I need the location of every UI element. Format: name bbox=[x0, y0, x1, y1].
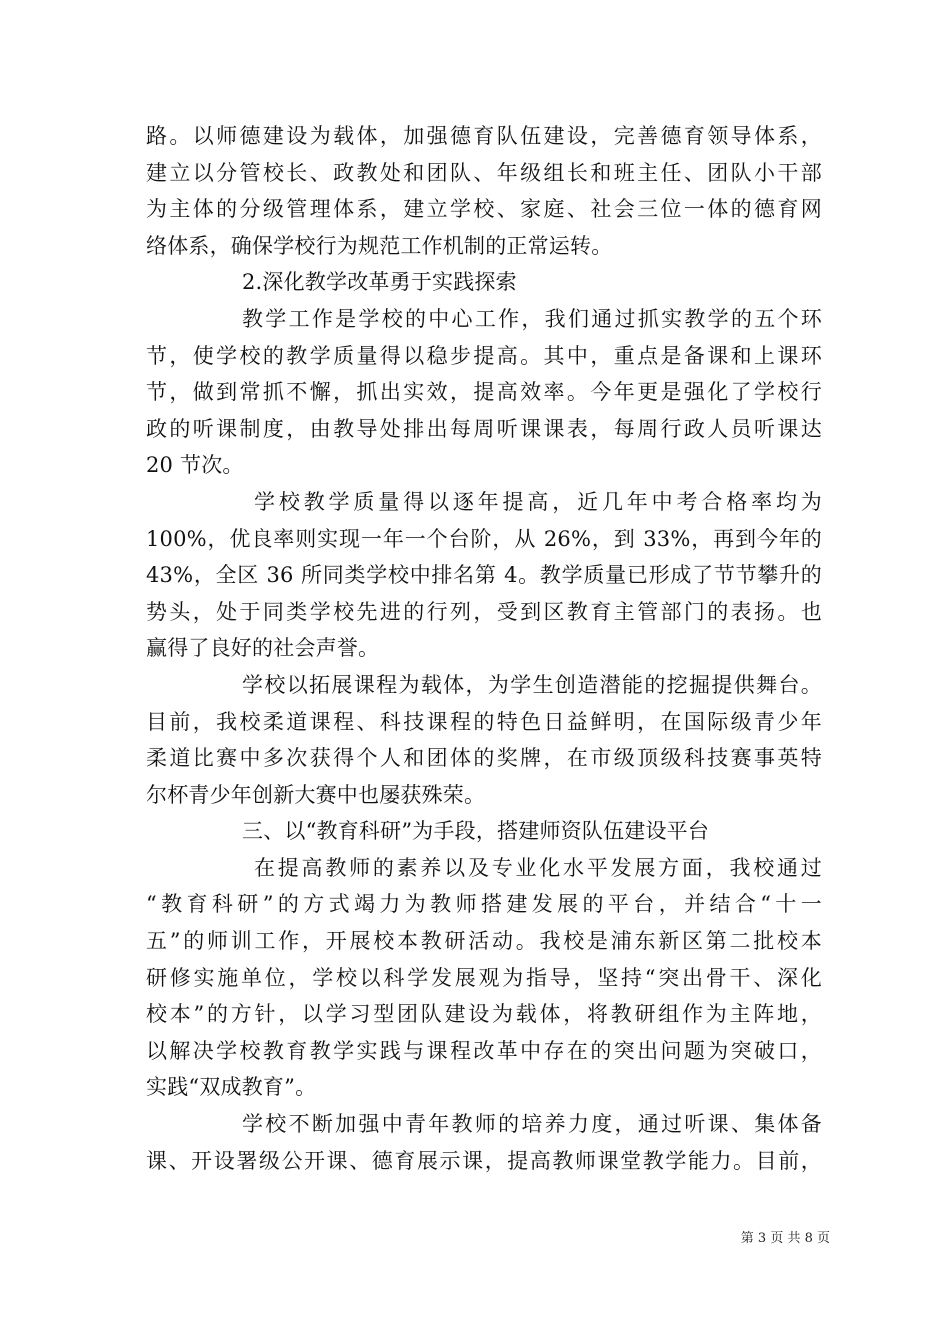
text-line: 学校教学质量得以逐年提高，近几年中考合格率均为 bbox=[254, 489, 822, 514]
text-line: 络体系，确保学校行为规范工作机制的正常运转。 bbox=[146, 233, 613, 258]
text-line: 建立以分管校长、政教处和团队、年级组长和班主任、团队小干部 bbox=[146, 160, 822, 185]
text-line: 势头，处于同类学校先进的行列，受到区教育主管部门的表扬。也 bbox=[146, 599, 822, 624]
text-line: 学校不断加强中青年教师的培养力度，通过听课、集体备 bbox=[242, 1112, 822, 1137]
text-line: 校本”的方针，以学习型团队建设为载体，将教研组作为主阵地， bbox=[146, 1002, 822, 1027]
text-line: 在提高教师的素养以及专业化水平发展方面，我校通过 bbox=[254, 855, 822, 880]
text-line: 学校以拓展课程为载体，为学生创造潜能的挖掘提供舞台。 bbox=[242, 672, 822, 697]
text-line: 尔杯青少年创新大赛中也屡获殊荣。 bbox=[146, 782, 486, 807]
page-number: 第 3 页 共 8 页 bbox=[740, 1231, 830, 1246]
text-line: 五”的师训工作，开展校本教研活动。我校是浦东新区第二批校本 bbox=[146, 929, 822, 954]
section-heading: 2.深化教学改革勇于实践探索 bbox=[242, 270, 517, 295]
text-line: 43%，全区 36 所同类学校中排名第 4。教学质量已形成了节节攀升的 bbox=[146, 563, 822, 588]
text-line: 目前，我校柔道课程、科技课程的特色日益鲜明，在国际级青少年 bbox=[146, 709, 822, 734]
text-line: 节，做到常抓不懈，抓出实效，提高效率。今年更是强化了学校行 bbox=[146, 380, 822, 405]
section-heading: 三、以“教育科研”为手段，搭建师资队伍建设平台 bbox=[242, 819, 710, 844]
body-text bbox=[146, 118, 822, 1179]
text-line: 20 节次。 bbox=[146, 453, 244, 478]
text-line: 为主体的分级管理体系，建立学校、家庭、社会三位一体的德育网 bbox=[146, 197, 822, 222]
text-line: 100%，优良率则实现一年一个台阶，从 26%，到 33%，再到今年的 bbox=[146, 526, 822, 551]
text-line: 赢得了良好的社会声誉。 bbox=[146, 636, 380, 661]
text-line: 以解决学校教育教学实践与课程改革中存在的突出问题为突破口， bbox=[146, 1038, 822, 1063]
text-line: 节，使学校的教学质量得以稳步提高。其中，重点是备课和上课环 bbox=[146, 343, 822, 368]
text-line: 教学工作是学校的中心工作，我们通过抓实教学的五个环 bbox=[242, 306, 822, 331]
text-line: 研修实施单位，学校以科学发展观为指导，坚持“突出骨干、深化 bbox=[146, 965, 822, 990]
text-line: “教育科研”的方式竭力为教师搭建发展的平台，并结合“十一 bbox=[146, 892, 822, 917]
text-line: 路。以师德建设为载体，加强德育队伍建设，完善德育领导体系， bbox=[146, 124, 822, 148]
text-line: 课、开设署级公开课、德育展示课，提高教师课堂教学能力。目前， bbox=[146, 1148, 822, 1173]
text-line: 实践“双成教育”。 bbox=[146, 1075, 317, 1100]
text-line: 政的听课制度，由教导处排出每周听课课表，每周行政人员听课达 bbox=[146, 416, 822, 441]
text-line: 柔道比赛中多次获得个人和团体的奖牌，在市级顶级科技赛事英特 bbox=[146, 746, 822, 771]
